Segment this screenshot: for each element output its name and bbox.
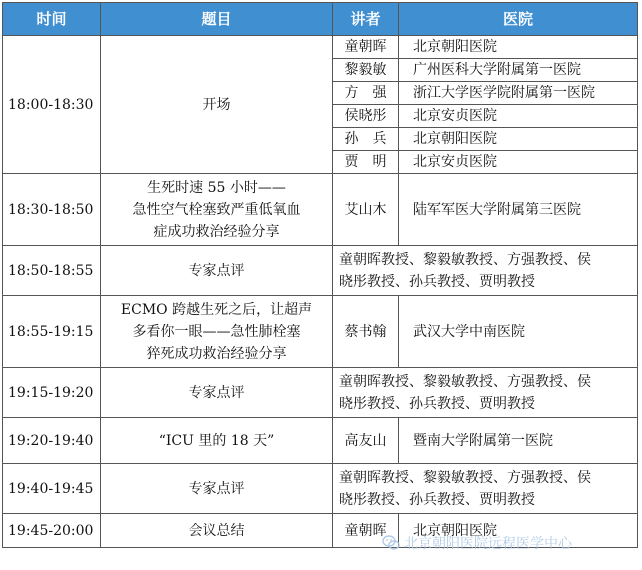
experts-cell xyxy=(333,464,638,514)
topic-line: ECMO 跨越生死之后，让超声 xyxy=(120,301,313,318)
table-row xyxy=(3,174,638,246)
header-topic: 题目 xyxy=(101,3,333,36)
table-row xyxy=(3,296,638,368)
table-row xyxy=(3,514,638,548)
hospital-cell: 广州医科大学附属第一医院 xyxy=(399,59,638,82)
hospital-cell: 北京朝阳医院 xyxy=(399,514,638,548)
speaker-cell: 艾山木 xyxy=(333,174,399,246)
speaker-cell: 黎毅敏 xyxy=(333,59,399,82)
topic-cell: 专家点评 xyxy=(101,368,333,418)
speaker-cell: 高友山 xyxy=(333,418,399,464)
time-cell: 19:15-19:20 xyxy=(3,368,101,418)
time-cell: 18:50-18:55 xyxy=(3,246,101,296)
speaker-cell: 侯晓彤 xyxy=(333,105,399,128)
experts-line: 晓彤教授、孙兵教授、贾明教授 xyxy=(339,273,535,290)
speaker-cell: 蔡书翰 xyxy=(333,296,399,368)
watermark-text: 北京朝阳医院远程医学中心 xyxy=(404,536,572,552)
topic-line: 生死时速 55 小时—— xyxy=(147,179,286,196)
experts-line: 童朝晖教授、黎毅敏教授、方强教授、侯 xyxy=(339,373,591,390)
experts-line: 童朝晖教授、黎毅敏教授、方强教授、侯 xyxy=(339,251,591,268)
topic-line: 症成功救治经验分享 xyxy=(153,223,280,240)
hospital-cell: 北京安贞医院 xyxy=(399,151,638,174)
hospital-cell: 北京安贞医院 xyxy=(399,105,638,128)
experts-line: 晓彤教授、孙兵教授、贾明教授 xyxy=(339,491,535,508)
experts-cell xyxy=(333,368,638,418)
hospital-cell: 陆军军医大学附属第三医院 xyxy=(399,174,638,246)
speaker-cell: 童朝晖 xyxy=(333,36,399,59)
hospital-cell: 暨南大学附属第一医院 xyxy=(399,418,638,464)
experts-line: 童朝晖教授、黎毅敏教授、方强教授、侯 xyxy=(339,469,591,486)
speaker-cell: 方 强 xyxy=(333,82,399,105)
header-row xyxy=(3,3,638,36)
topic-line: 急性空气栓塞致严重低氧血 xyxy=(132,201,301,218)
time-cell: 18:30-18:50 xyxy=(3,174,101,246)
topic-cell: 开场 xyxy=(101,36,333,174)
time-cell: 18:55-19:15 xyxy=(3,296,101,368)
time-cell: 19:20-19:40 xyxy=(3,418,101,464)
header-hospital: 医院 xyxy=(399,3,638,36)
table-row xyxy=(3,36,638,59)
topic-cell: “ICU 里的 18 天” xyxy=(101,418,333,464)
header-speaker: 讲者 xyxy=(333,3,399,36)
time-cell: 19:45-20:00 xyxy=(3,514,101,548)
hospital-cell: 北京朝阳医院 xyxy=(399,128,638,151)
speaker-cell: 孙 兵 xyxy=(333,128,399,151)
topic-cell xyxy=(101,296,333,368)
topic-cell: 专家点评 xyxy=(101,464,333,514)
topic-cell: 专家点评 xyxy=(101,246,333,296)
topic-line: 多看你一眼——急性肺栓塞 xyxy=(132,323,301,340)
hospital-cell: 武汉大学中南医院 xyxy=(399,296,638,368)
hospital-cell: 北京朝阳医院 xyxy=(399,36,638,59)
table-row xyxy=(3,246,638,296)
table-row xyxy=(3,368,638,418)
hospital-cell: 浙江大学医学院附属第一医院 xyxy=(399,82,638,105)
topic-line: 猝死成功救治经验分享 xyxy=(146,345,287,362)
table-row xyxy=(3,418,638,464)
table-row xyxy=(3,464,638,514)
speaker-cell: 童朝晖 xyxy=(333,514,399,548)
experts-line: 晓彤教授、孙兵教授、贾明教授 xyxy=(339,395,535,412)
topic-cell: 会议总结 xyxy=(101,514,333,548)
experts-cell xyxy=(333,246,638,296)
time-cell: 19:40-19:45 xyxy=(3,464,101,514)
speaker-cell: 贾 明 xyxy=(333,151,399,174)
time-cell: 18:00-18:30 xyxy=(3,36,101,174)
schedule-table xyxy=(2,2,638,548)
header-time: 时间 xyxy=(3,3,101,36)
topic-cell xyxy=(101,174,333,246)
